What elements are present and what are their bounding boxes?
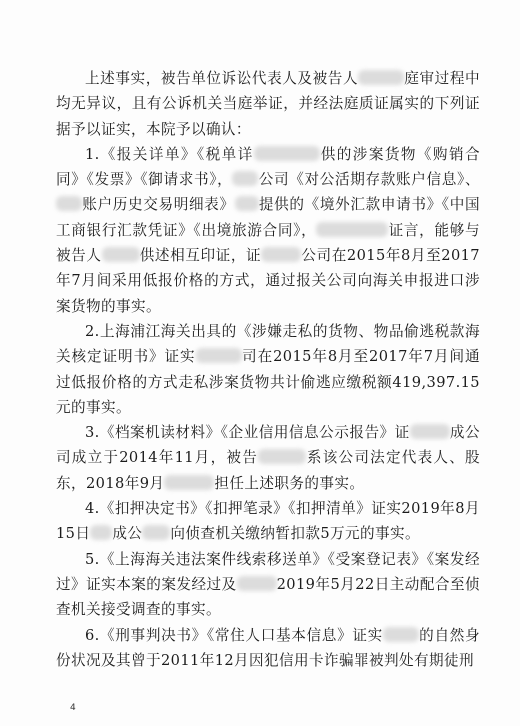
paragraph-evidence-2 <box>56 319 480 420</box>
text-segment: 公司在2015年8月至2017年7月间采用低报价格的方式，通过报关公司向海关申报进口涉案货物的事实。 <box>56 247 480 315</box>
paragraph-evidence-6 <box>56 623 480 674</box>
paragraph-evidence-4 <box>56 496 480 547</box>
redaction-mark <box>142 525 170 540</box>
redaction-mark <box>261 247 301 262</box>
text-segment: 司在2015年8月至2017年7月间通过低报价格的方式走私涉案货物共计偷逃应缴税额419,397.15元的事实。 <box>56 348 480 416</box>
text-segment: 的自然身份状况及其曾于2011年12月因犯信用卡诈骗罪被判处有期徒刑 <box>56 626 480 669</box>
text-segment: 2.上海浦江海关出具的《涉嫌走私的货物、物品偷逃税款海关核定证明书》证实 <box>56 322 480 366</box>
text-segment: 担任上述职务的事实。 <box>214 474 365 492</box>
paragraph-evidence-5 <box>56 547 480 623</box>
redaction-mark <box>237 576 277 591</box>
paragraph-evidence-1 <box>56 142 480 319</box>
text-segment: 2019年5月22日主动配合至侦查机关接受调查的事实。 <box>56 575 480 619</box>
text-segment: 向侦查机关缴纳暂扣款5万元的事实。 <box>170 525 420 543</box>
text-segment: 成公司成立于2014年11月，被告 <box>56 424 480 467</box>
text-segment: 庭审过程中均无异议，且有公诉机关当庭举证，并经法庭质证属实的下列证据予以证实，本院予以确认： <box>56 70 480 138</box>
redaction-mark <box>258 449 306 464</box>
redaction-mark <box>90 525 112 540</box>
redaction-mark <box>254 146 320 161</box>
text-segment: 提供的《境外汇款申请书》《中国工商银行汇款凭证》《出境旅游合同》， <box>56 196 480 239</box>
redaction-mark <box>316 222 388 237</box>
document-body <box>56 66 480 673</box>
redaction-mark <box>232 171 258 186</box>
redaction-mark <box>164 475 214 490</box>
text-segment: 供的涉案货物《购销合同》《发票》《御请求书》， <box>56 145 480 189</box>
paragraph-summary <box>56 66 480 142</box>
redaction-mark <box>410 424 450 439</box>
text-segment: 证言，能够与被告人 <box>56 221 480 265</box>
paragraph-evidence-3 <box>56 420 480 496</box>
text-segment: 账户历史交易明细表》 <box>82 196 235 214</box>
text-segment: 5.《上海海关违法案件线索移送单》《受案登记表》《案发经过》证实本案的案发经过及 <box>56 550 480 593</box>
redaction-mark <box>358 70 404 85</box>
text-segment: 4.《扣押决定书》《扣押笔录》《扣押清单》证实2019年8月15日 <box>56 500 480 543</box>
text-segment: 3.《档案机读材料》《企业信用信息公示报告》证 <box>85 424 410 442</box>
redaction-mark <box>235 196 259 211</box>
text-segment: 供述相互印证，证 <box>139 247 262 265</box>
text-segment: 1.《报关详单》《税单详 <box>85 145 254 163</box>
redaction-mark <box>383 627 419 642</box>
text-segment: 系该公司法定代表人、股东，2018年9月 <box>56 449 480 492</box>
page-number: 4 <box>70 703 76 713</box>
redaction-mark <box>196 348 242 363</box>
redaction-mark <box>102 247 140 262</box>
text-segment: 6.《刑事判决书》《常住人口基本信息》证实 <box>85 626 383 644</box>
text-segment: 公司《对公活期存款账户信息》、 <box>258 171 480 189</box>
text-segment: 成公 <box>112 525 143 543</box>
text-segment: 上述事实，被告单位诉讼代表人及被告人 <box>85 70 359 87</box>
redaction-mark <box>56 196 82 211</box>
